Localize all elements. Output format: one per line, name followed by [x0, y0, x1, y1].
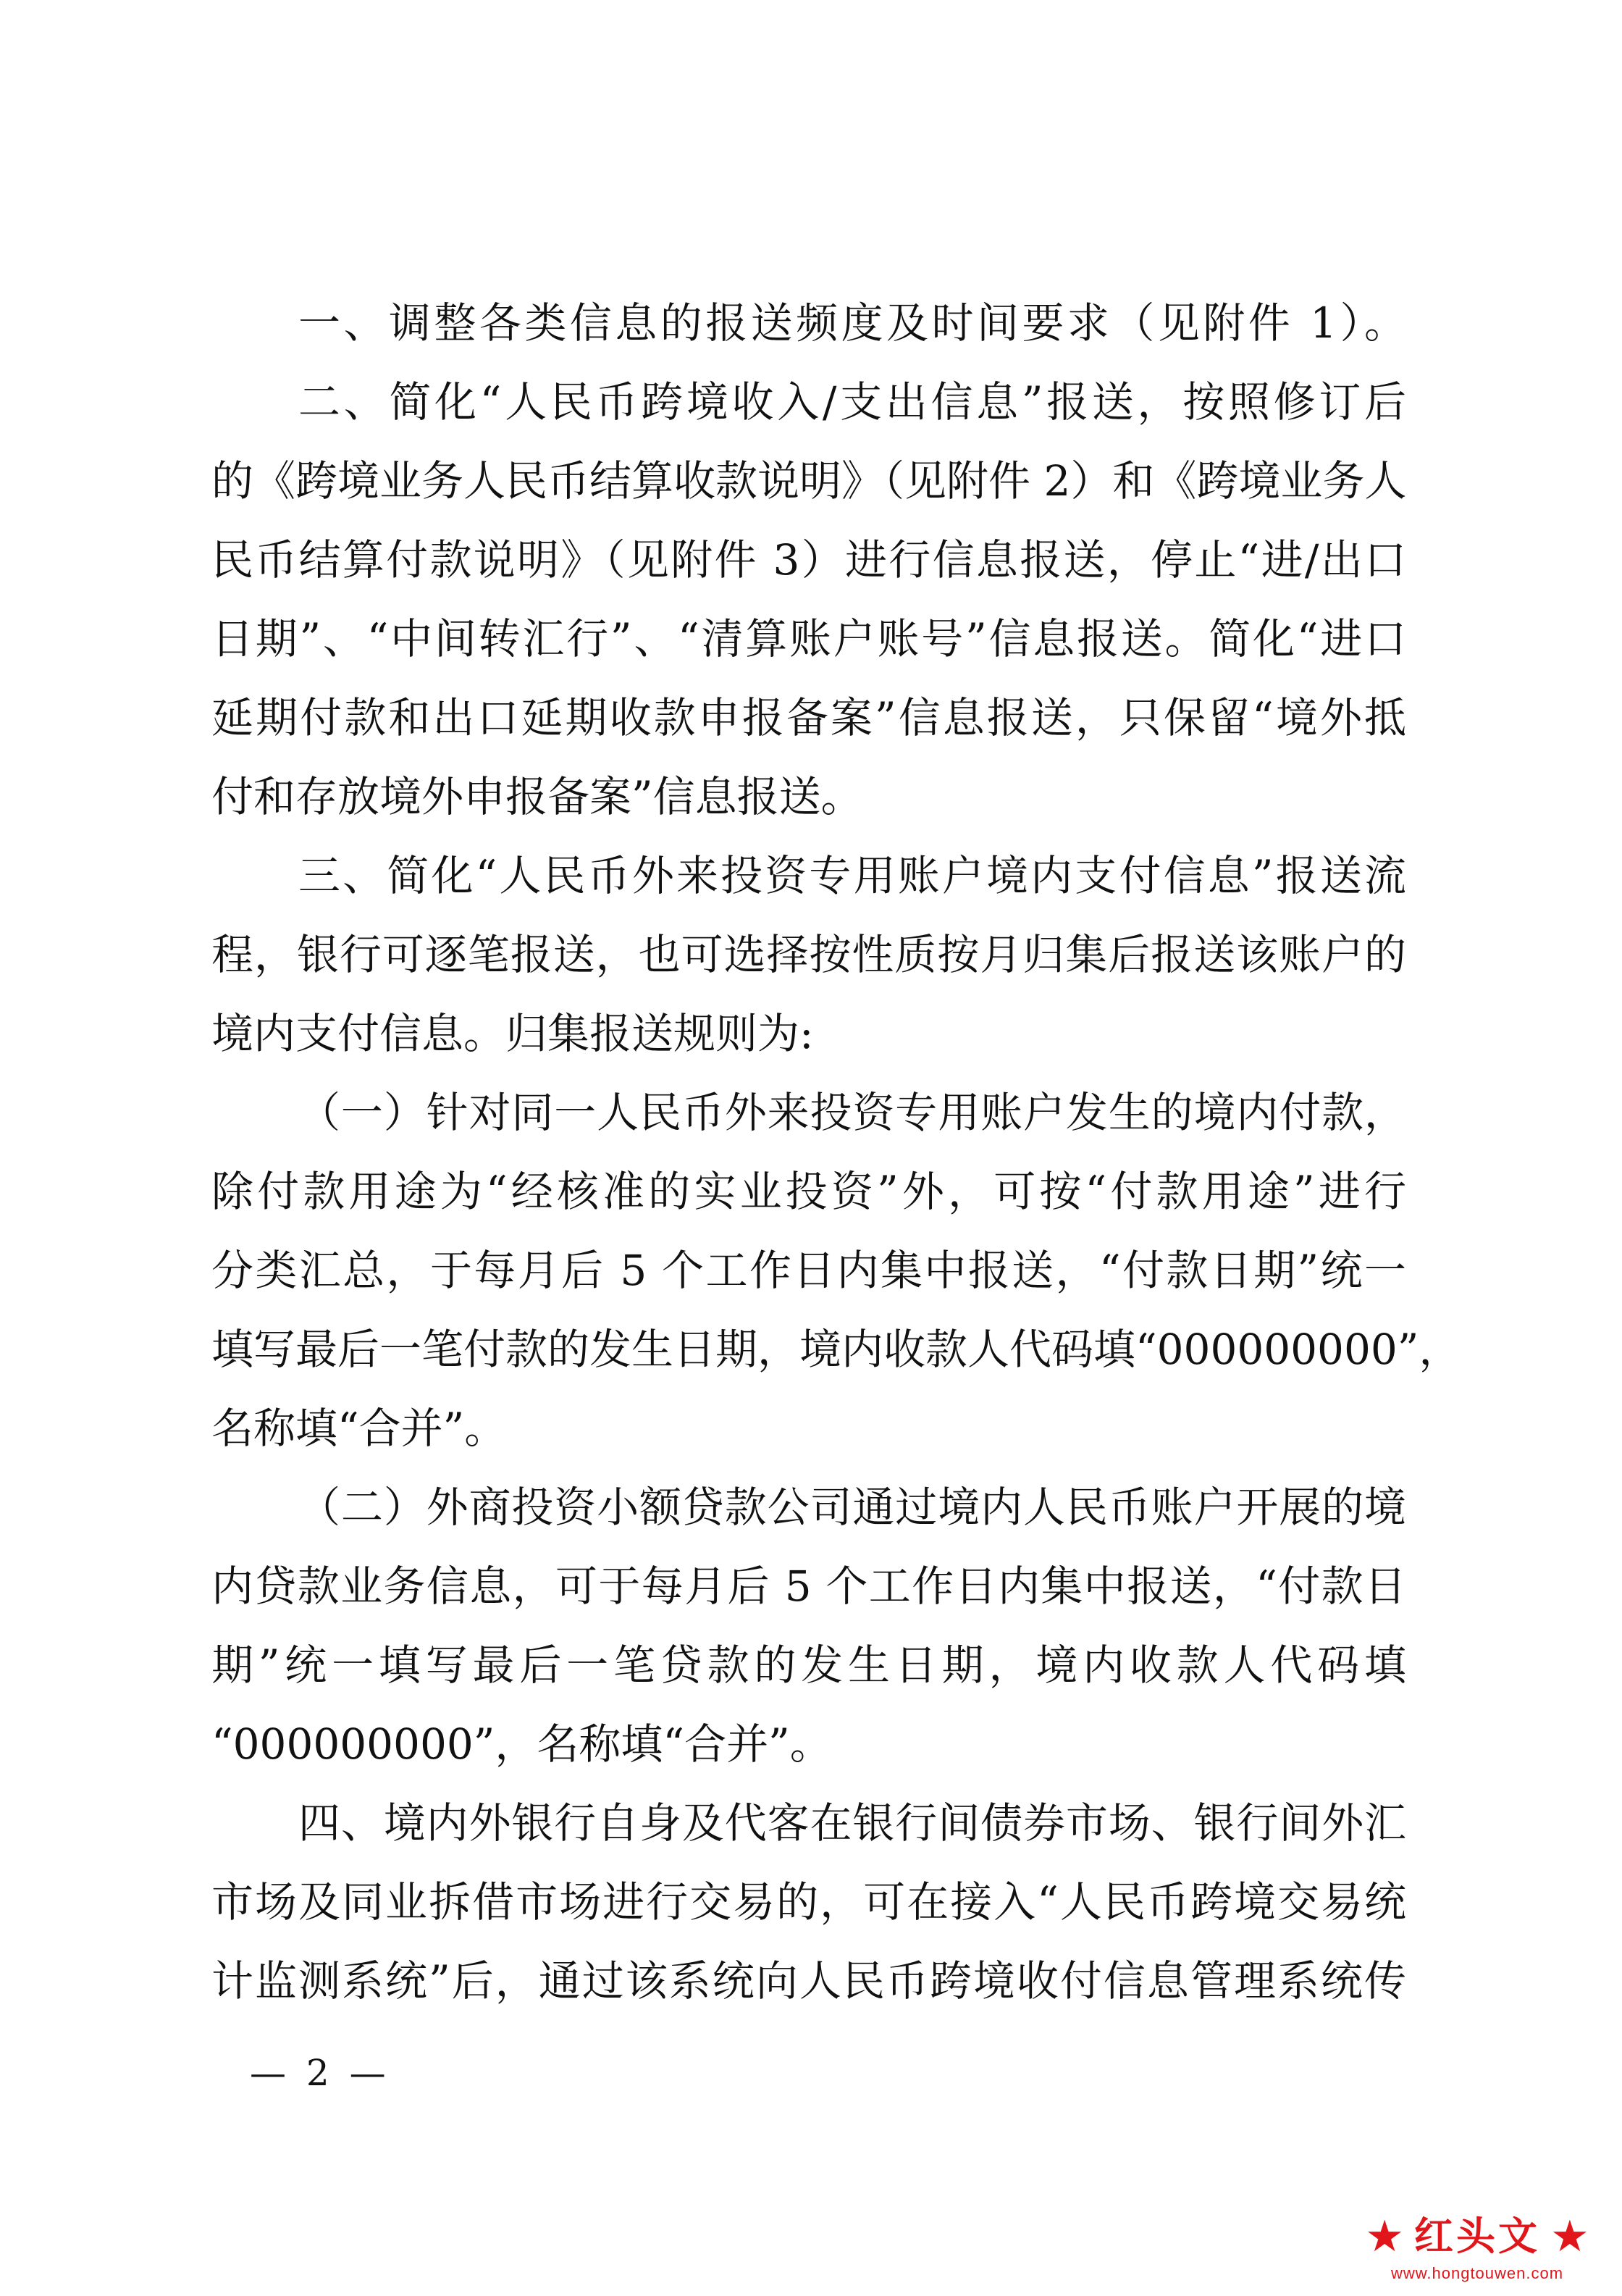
watermark-url: www.hongtouwen.com [1390, 2264, 1564, 2282]
paragraph-2-line-1: 二、简化“人民币跨境收入/支出信息”报送，按照修订后 [298, 377, 1406, 427]
paragraph-5-line-4: “000000000”，名称填“合并”。 [211, 1719, 832, 1769]
paragraph-5-line-3: 期”统一填写最后一笔贷款的发生日期，境内收款人代码填 [211, 1641, 1406, 1690]
paragraph-6-line-1: 四、境内外银行自身及代客在银行间债券市场、银行间外汇 [298, 1798, 1406, 1848]
watermark-title-row [1347, 2213, 1608, 2260]
paragraph-2-line-3: 民币结算付款说明》（见附件 3）进行信息报送，停止“进/出口 [211, 535, 1406, 585]
paragraph-3-line-3: 境内支付信息。归集报送规则为: [211, 1009, 814, 1058]
paragraph-6-line-3: 计监测系统”后，通过该系统向人民币跨境收付信息管理系统传 [211, 1956, 1406, 2006]
paragraph-4-line-5: 名称填“合并”。 [211, 1404, 507, 1453]
paragraph-5-line-1: （二）外商投资小额贷款公司通过境内人民币账户开展的境 [298, 1483, 1406, 1532]
paragraph-4-line-1: （一）针对同一人民币外来投资专用账户发生的境内付款， [298, 1088, 1406, 1137]
watermark-title: 红头文 [1414, 2213, 1540, 2259]
paragraph-2-line-4: 日期”、“中间转汇行”、“清算账户账号”信息报送。简化“进口 [211, 614, 1406, 663]
paragraph-4-line-2: 除付款用途为“经核准的实业投资”外，可按“付款用途”进行 [211, 1167, 1406, 1216]
paragraph-3-line-2: 程，银行可逐笔报送，也可选择按性质按月归集后报送该账户的 [211, 930, 1406, 979]
paragraph-4-line-3: 分类汇总，于每月后 5 个工作日内集中报送，“付款日期”统一 [211, 1246, 1406, 1295]
paragraph-2-line-6: 付和存放境外申报备案”信息报送。 [211, 772, 863, 821]
page-number: — 2 — [250, 2052, 390, 2094]
paragraph-4-line-4: 填写最后一笔付款的发生日期，境内收款人代码填“000000000”， [211, 1325, 1461, 1374]
paragraph-5-line-2: 内贷款业务信息，可于每月后 5 个工作日内集中报送，“付款日 [211, 1562, 1406, 1611]
paragraph-3-line-1: 三、简化“人民币外来投资专用账户境内支付信息”报送流 [298, 851, 1406, 900]
paragraph-2-line-2: 的《跨境业务人民币结算收款说明》（见附件 2）和《跨境业务人 [211, 456, 1407, 506]
paragraph-1-line-1: 一、调整各类信息的报送频度及时间要求（见附件 1）。 [298, 298, 1406, 348]
site-watermark [1347, 2213, 1608, 2286]
star-icon: ★ [1365, 2211, 1404, 2262]
star-icon: ★ [1550, 2211, 1589, 2262]
paragraph-6-line-2: 市场及同业拆借市场进行交易的，可在接入“人民币跨境交易统 [211, 1877, 1406, 1927]
paragraph-2-line-5: 延期付款和出口延期收款申报备案”信息报送，只保留“境外抵 [211, 693, 1406, 742]
